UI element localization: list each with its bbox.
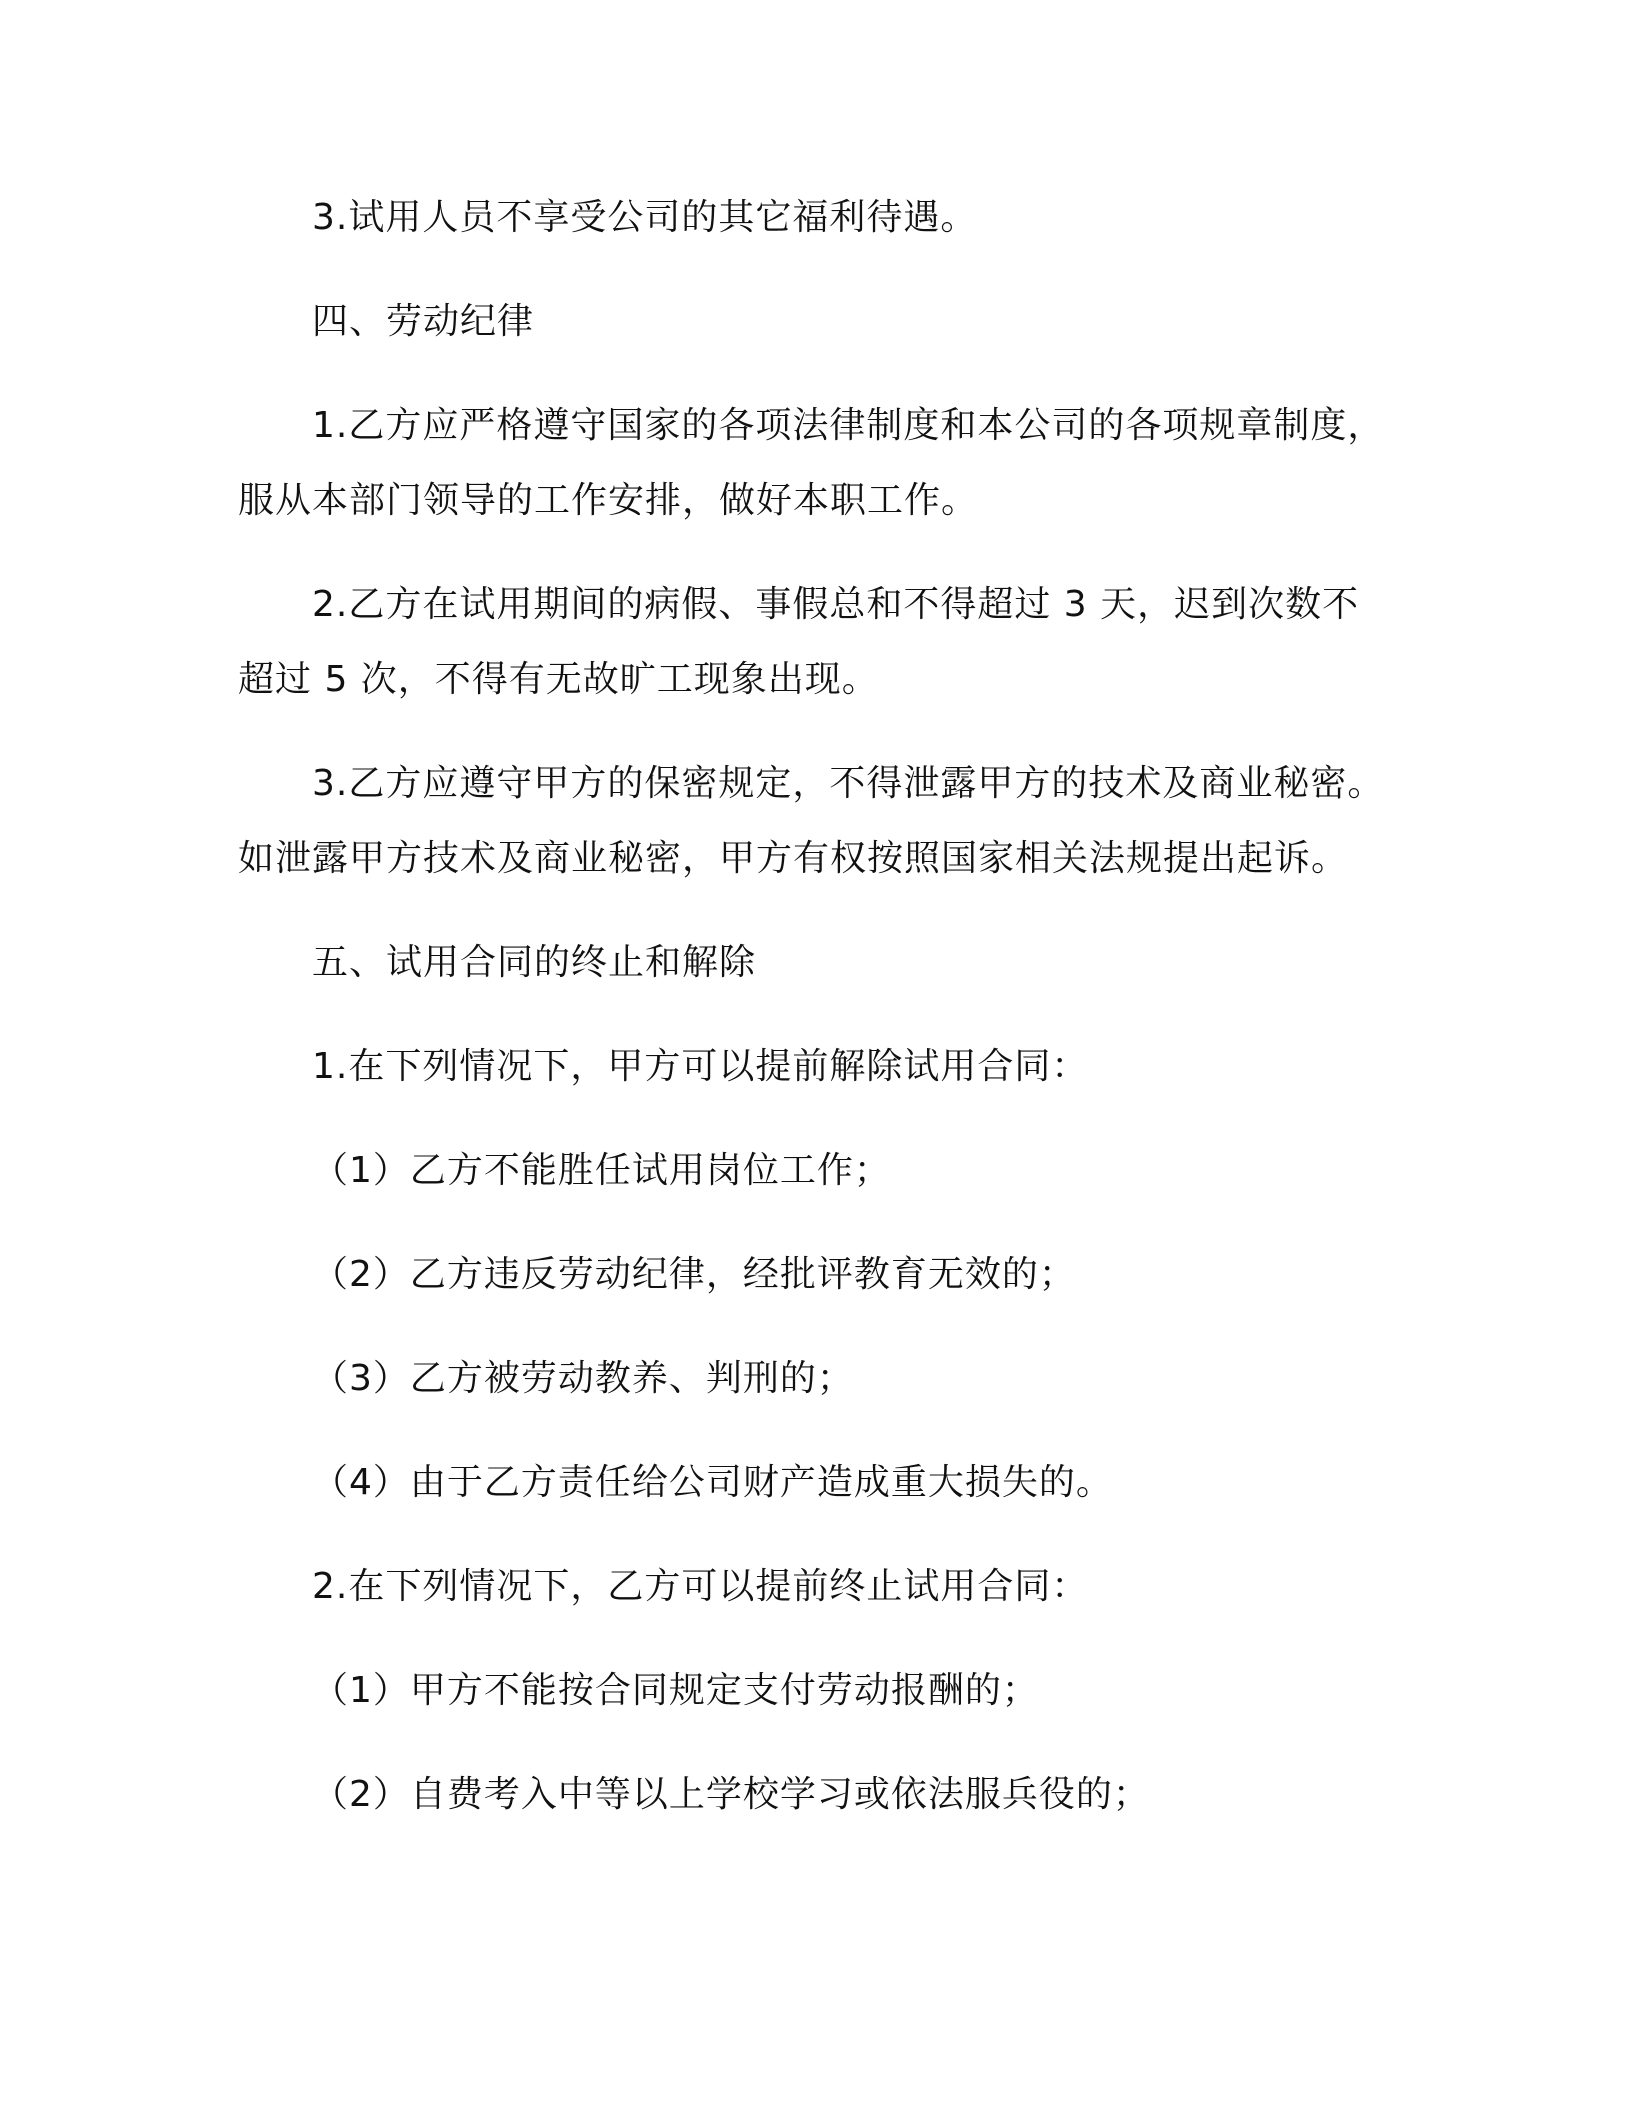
clause-3-benefits: 3.试用人员不享受公司的其它福利待遇。 — [312, 197, 978, 238]
clause-5-1-item-1: （1）乙方不能胜任试用岗位工作； — [312, 1150, 891, 1191]
clause-5-1-item-4: （4）由于乙方责任给公司财产造成重大损失的。 — [312, 1462, 1113, 1503]
clause-2-line-1: 2.乙方在试用期间的病假、事假总和不得超过 3 天，迟到次数不 — [312, 584, 1360, 625]
clause-5-2-item-2: （2）自费考入中等以上学校学习或依法服兵役的； — [312, 1774, 1150, 1815]
section-4-heading: 四、劳动纪律 — [312, 301, 535, 342]
clause-2-line-2: 超过 5 次，不得有无故旷工现象出现。 — [238, 659, 879, 700]
clause-3-line-2: 如泄露甲方技术及商业秘密，甲方有权按照国家相关法规提出起诉。 — [238, 838, 1349, 879]
clause-5-1: 1.在下列情况下，甲方可以提前解除试用合同： — [312, 1046, 1089, 1087]
clause-5-2-item-1: （1）甲方不能按合同规定支付劳动报酬的； — [312, 1670, 1039, 1711]
clause-5-2: 2.在下列情况下，乙方可以提前终止试用合同： — [312, 1566, 1089, 1607]
clause-3-line-1: 3.乙方应遵守甲方的保密规定，不得泄露甲方的技术及商业秘密。 — [312, 763, 1385, 804]
clause-5-1-item-3: （3）乙方被劳动教养、判刑的； — [312, 1358, 854, 1399]
clause-1-line-2: 服从本部门领导的工作安排，做好本职工作。 — [238, 480, 979, 521]
clause-1-line-1: 1.乙方应严格遵守国家的各项法律制度和本公司的各项规章制度， — [312, 405, 1385, 446]
clause-5-1-item-2: （2）乙方违反劳动纪律，经批评教育无效的； — [312, 1254, 1076, 1295]
section-5-heading: 五、试用合同的终止和解除 — [312, 942, 757, 983]
